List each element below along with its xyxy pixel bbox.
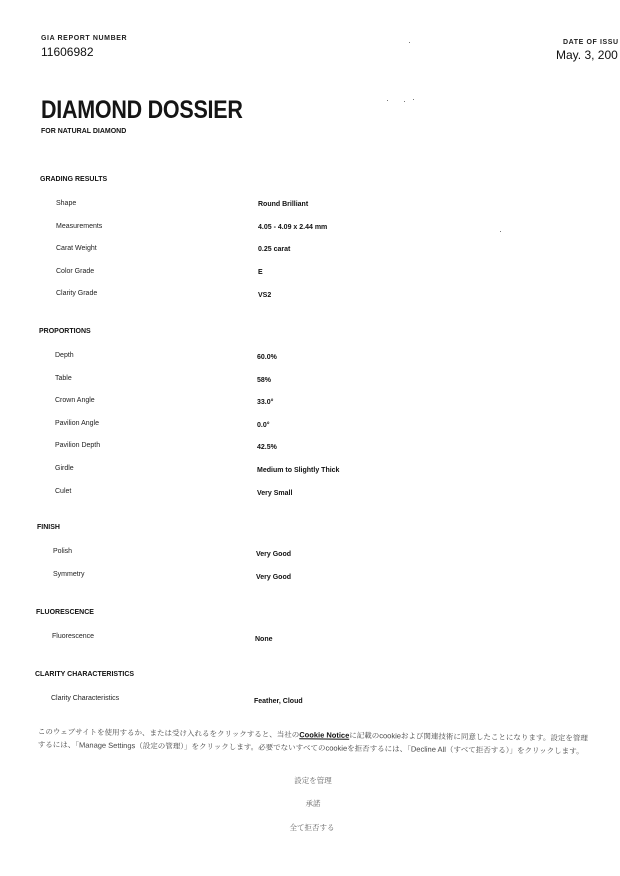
row-value-table: 58%: [257, 377, 272, 384]
row-label-fluorescence: Fluorescence: [52, 633, 95, 640]
row-value-shape: Round Brilliant: [258, 201, 309, 208]
section-heading-proportions: PROPORTIONS: [39, 328, 91, 335]
row-value-depth: 60.0%: [257, 354, 277, 361]
date-of-issue: May. 3, 200: [556, 48, 618, 62]
decline-all-button[interactable]: 全て拒否する: [289, 823, 335, 832]
section-heading-clarity-characteristics: CLARITY CHARACTERISTICS: [35, 671, 135, 678]
manage-settings-button[interactable]: 設定を管理: [294, 776, 332, 785]
row-label-table: Table: [55, 375, 72, 382]
cookie-notice-link[interactable]: Cookie Notice: [299, 730, 350, 740]
scan-speck: [387, 100, 388, 101]
row-value-carat-weight: 0.25 carat: [258, 246, 291, 253]
scan-speck: [409, 42, 410, 43]
cookie-notice-text: このウェブサイトを使用するか、または受け入れるをクリックすると、当社の: [37, 726, 300, 740]
row-label-color-grade: Color Grade: [56, 268, 95, 275]
row-value-crown-angle: 33.0°: [257, 399, 274, 406]
row-label-girdle: Girdle: [55, 465, 74, 472]
row-label-crown-angle: Crown Angle: [55, 397, 95, 404]
document-subtitle: FOR NATURAL DIAMOND: [41, 128, 127, 135]
row-label-depth: Depth: [55, 352, 74, 359]
section-heading-finish: FINISH: [37, 524, 60, 531]
row-label-pavilion-angle: Pavilion Angle: [55, 420, 99, 427]
scan-speck: [500, 231, 501, 232]
row-label-measurements: Measurements: [56, 223, 103, 230]
scan-speck: [413, 99, 414, 100]
cookie-notice-text: に記載のcookieおよび関連技術に同意したことになります。設定を管理するには、「Manage Settings（設定の管理）」をクリックします。必要でないすべてのcookieを拒否するには、「Decline All（すべて拒否する）」をクリックします。: [37, 730, 588, 756]
document-title: DIAMOND DOSSIER: [41, 96, 243, 124]
section-heading-grading-results: GRADING RESULTS: [40, 176, 108, 183]
row-label-pavilion-depth: Pavilion Depth: [55, 442, 101, 449]
row-label-clarity-characteristics: Clarity Characteristics: [51, 695, 120, 702]
report-number: 11606982: [41, 45, 94, 59]
row-value-fluorescence: None: [255, 636, 273, 643]
row-label-polish: Polish: [53, 548, 73, 555]
row-value-pavilion-depth: 42.5%: [257, 444, 277, 451]
row-value-color-grade: E: [258, 269, 263, 276]
row-value-measurements: 4.05 - 4.09 x 2.44 mm: [258, 224, 328, 231]
row-value-polish: Very Good: [256, 551, 292, 558]
report-number-label: GIA REPORT NUMBER: [41, 35, 128, 42]
row-value-girdle: Medium to Slightly Thick: [257, 467, 340, 474]
row-label-symmetry: Symmetry: [53, 571, 85, 578]
row-label-carat-weight: Carat Weight: [56, 245, 97, 252]
row-label-shape: Shape: [56, 200, 77, 207]
row-label-culet: Culet: [55, 488, 72, 495]
row-value-pavilion-angle: 0.0°: [257, 422, 270, 429]
row-value-culet: Very Small: [257, 490, 293, 497]
cookie-notice: [38, 725, 593, 758]
row-value-symmetry: Very Good: [256, 574, 292, 581]
section-heading-fluorescence: FLUORESCENCE: [36, 609, 94, 616]
accept-button[interactable]: 承諾: [305, 799, 321, 808]
date-of-issue-label: DATE OF ISSU: [563, 39, 619, 46]
row-label-clarity-grade: Clarity Grade: [56, 290, 98, 297]
scan-speck: [404, 101, 405, 102]
row-value-clarity-grade: VS2: [258, 292, 272, 299]
row-value-clarity-characteristics: Feather, Cloud: [254, 698, 303, 705]
